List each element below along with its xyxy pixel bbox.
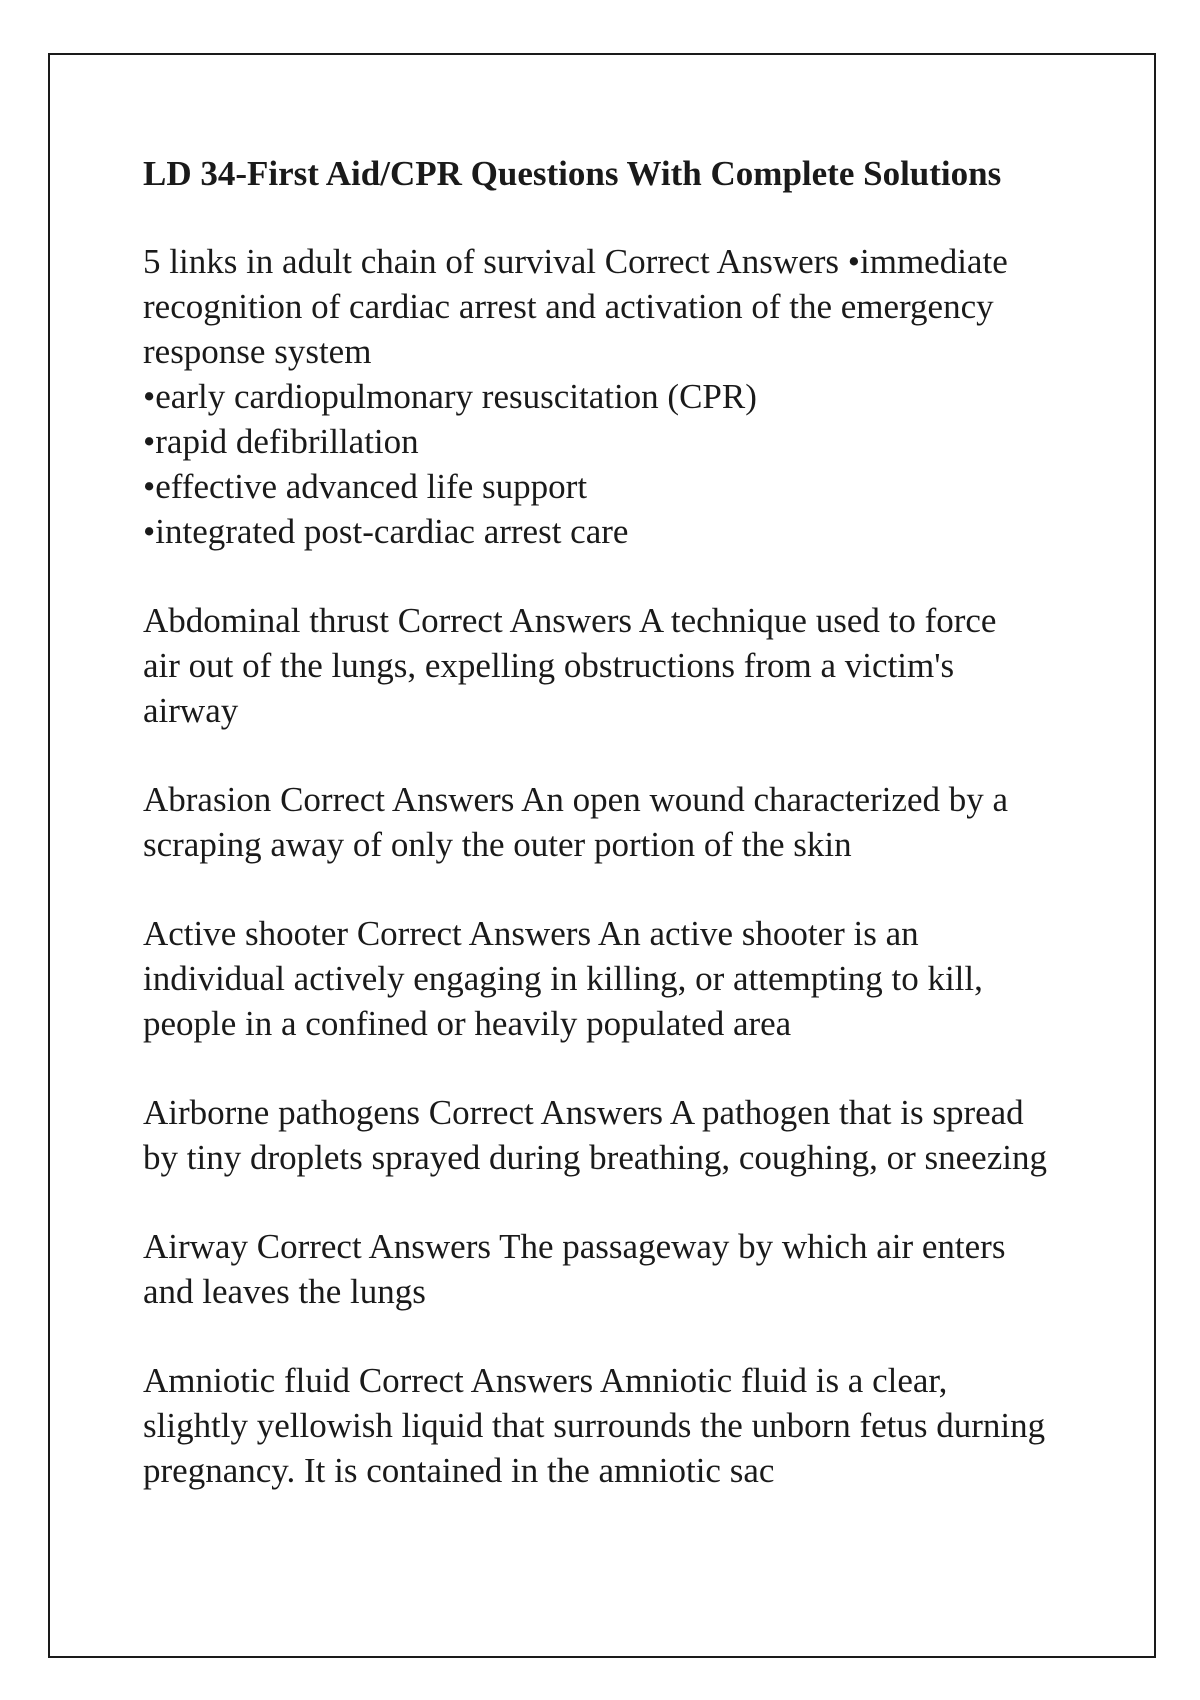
qa-answer-line: people in a confined or heavily populated area (143, 1004, 792, 1043)
qa-answer-line: individual actively engaging in killing, or attempting to kill, (143, 959, 983, 998)
qa-first-line (143, 1090, 1073, 1135)
qa-answer-line: The passageway by which air enters (499, 1227, 1006, 1266)
qa-answer-line: Amniotic fluid is a clear, (599, 1361, 948, 1400)
qa-marker: Correct Answers (256, 1227, 491, 1266)
qa-term: Airway (143, 1227, 248, 1266)
qa-answer-line: An open wound characterized by a (521, 780, 1009, 819)
qa-answer-line: •early cardiopulmonary resuscitation (CPR) (143, 377, 757, 416)
qa-first-line (143, 1224, 1073, 1269)
qa-answer-line: •rapid defibrillation (143, 422, 419, 461)
qa-answer-line: scraping away of only the outer portion of the skin (143, 825, 852, 864)
qa-first-line (143, 1358, 1073, 1403)
qa-answer-line: by tiny droplets sprayed during breathing, coughing, or sneezing (143, 1138, 1047, 1177)
qa-marker: Correct Answers (280, 780, 515, 819)
qa-answer-line: pregnancy. It is contained in the amniotic sac (143, 1451, 775, 1490)
qa-term: Active shooter (143, 914, 349, 953)
qa-first-line (143, 911, 1073, 956)
qa-answer-line: and leaves the lungs (143, 1272, 426, 1311)
document-body (143, 152, 1073, 1537)
qa-entry (143, 777, 1073, 867)
qa-entry (143, 911, 1073, 1046)
qa-entry (143, 1090, 1073, 1180)
document-title: LD 34-First Aid/CPR Questions With Complete Solutions (143, 154, 1002, 193)
qa-term: 5 links in adult chain of survival (143, 242, 596, 281)
qa-answer-line: •effective advanced life support (143, 467, 588, 506)
qa-marker: Correct Answers (356, 914, 592, 953)
qa-answer-line: An active shooter is an (597, 914, 919, 953)
qa-term: Amniotic fluid (143, 1361, 351, 1400)
qa-answer-line: recognition of cardiac arrest and activation of the emergency (143, 287, 994, 326)
qa-entry (143, 598, 1073, 733)
qa-term: Airborne pathogens (143, 1093, 421, 1132)
qa-entry (143, 239, 1073, 554)
qa-first-line (143, 239, 1073, 284)
qa-term: Abdominal thrust (143, 601, 389, 640)
qa-entry (143, 1224, 1073, 1314)
qa-entry (143, 1358, 1073, 1493)
qa-answer-line: A technique used to force (638, 601, 997, 640)
qa-answer-line: response system (143, 332, 372, 371)
qa-answer-line: air out of the lungs, expelling obstructions from a victim's (143, 646, 955, 685)
qa-first-line (143, 598, 1073, 643)
qa-answer-line: A pathogen that is spread (669, 1093, 1024, 1132)
qa-answer-line: •immediate (847, 242, 1008, 281)
qa-marker: Correct Answers (604, 242, 839, 281)
qa-answer-line: slightly yellowish liquid that surrounds the unborn fetus durning (143, 1406, 1046, 1445)
qa-answer-line: airway (143, 691, 239, 730)
qa-answer-line: •integrated post-cardiac arrest care (143, 512, 629, 551)
qa-first-line (143, 777, 1073, 822)
qa-marker: Correct Answers (428, 1093, 664, 1132)
qa-marker: Correct Answers (397, 601, 632, 640)
qa-marker: Correct Answers (358, 1361, 594, 1400)
qa-term: Abrasion (143, 780, 272, 819)
